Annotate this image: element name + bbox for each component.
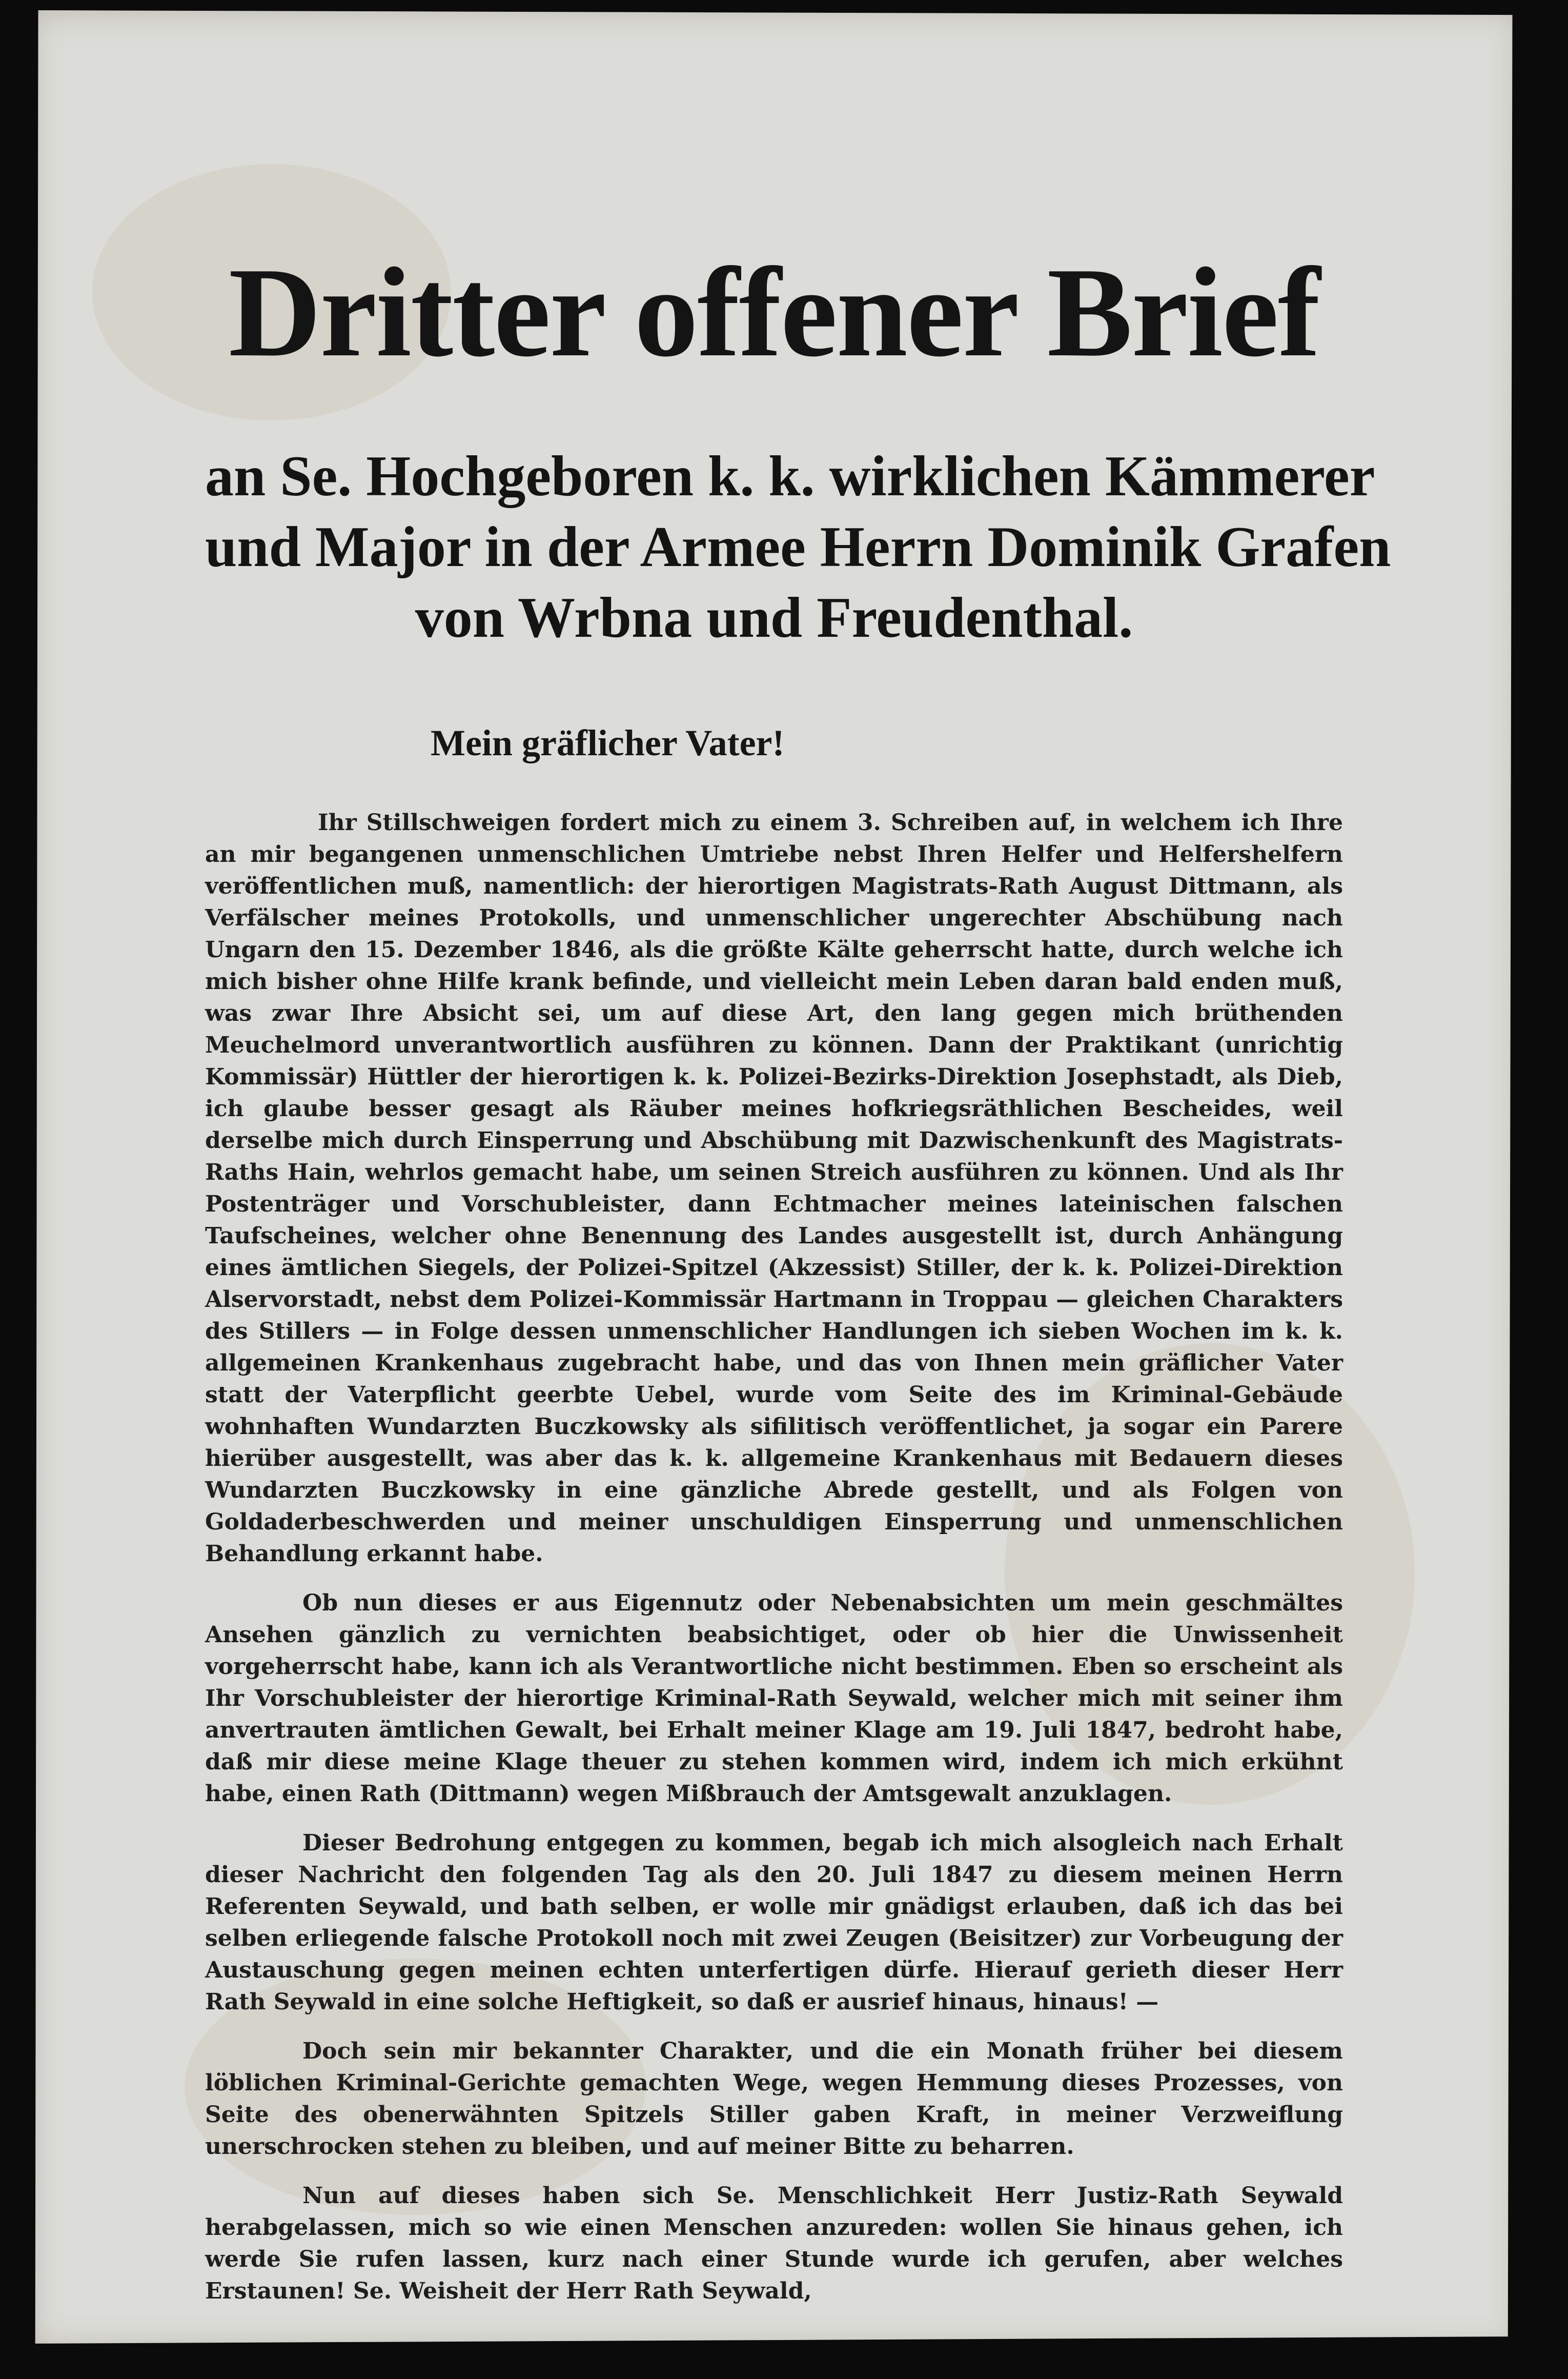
letter-content: [205, 241, 1391, 2325]
body-paragraph: Nun auf dieses haben sich Se. Menschlichkeit Herr Justiz-Rath Seywald herabgelassen, mich so wie einen Menschen anzureden: wollen Sie hinaus gehen, ich werde Sie rufen lassen, kurz nach einer Stunde wurde ich gerufen, aber welches Erstaunen! Se. Weisheit der Herr Rath Seywald,: [205, 2183, 1343, 2304]
subtitle-line: von Wrbna und Freudenthal.: [415, 586, 1133, 650]
subtitle-line: an Se. Hochgeboren k. k. wirklichen Kämmerer: [205, 445, 1375, 508]
salutation: Mein gräflicher Vater!: [431, 722, 785, 763]
body-paragraph: Ob nun dieses er aus Eigennutz oder Nebenabsichten um mein geschmältes Ansehen gänzlich zu vernichten beabsichtiget, oder ob hier die Unwissenheit vorgeherrscht habe, kann ich als Verantwortliche nicht bestimmen. Eben so erscheint als Ihr Vorschubleister der hierortige Kriminal-Rath Seywald, welcher mich mit seiner ihm anvertrauten ämtlichen Gewalt, bei Erhalt meiner Klage am 19. Juli 1847, bedroht habe, daß mir diese meine Klage theuer zu stehen kommen wird, indem ich mich erkühnt habe, einen Rath (Dittmann) wegen Mißbrauch der Amtsgewalt anzuklagen.: [205, 1590, 1343, 1807]
document-subtitle: [205, 441, 1391, 653]
body-paragraph: Doch sein mir bekannter Charakter, und die ein Monath früher bei diesem löblichen Kriminal-Gerichte gemachten Wege, wegen Hemmung dieses Prozesses, von Seite des obenerwähnten Spitzels Stiller gaben Kraft, in meiner Verzweiflung unerschrocken stehen zu bleiben, und auf meiner Bitte zu beharren.: [205, 2038, 1343, 2160]
body-paragraph: Dieser Bedrohung entgegen zu kommen, begab ich mich alsogleich nach Erhalt dieser Nachricht den folgenden Tag als den 20. Juli 1847 zu diesem meinen Herrn Referenten Seywald, und bath selben, er wolle mir gnädigst erlauben, daß ich das bei selben erliegende falsche Protokoll noch mit zwei Zeugen (Beisitzer) zur Vorbeugung der Austauschung gegen meinen echten unterfertigen dürfe. Hierauf gerieth dieser Herr Rath Seywald in eine solche Heftigkeit, so daß er ausrief hinaus, hinaus! —: [205, 1830, 1343, 2015]
subtitle-line: und Major in der Armee Herrn Dominik Grafen: [205, 515, 1391, 579]
document-title: Dritter offener Brief: [228, 241, 1320, 384]
body-paragraph: Ihr Stillschweigen fordert mich zu einem 3. Schreiben auf, in welchem ich Ihre an mir begangenen unmenschlichen Umtriebe nebst Ihren Helfer und Helfershelfern veröffentlichen muß, namentlich: der hierortigen Magistrats-Rath August Dittmann, als Verfälscher meines Protokolls, und unmenschlicher ungerechter Abschübung nach Ungarn den 15. Dezember 1846, als die größte Kälte geherrscht hatte, durch welche ich mich bisher ohne Hilfe krank befinde, und vielleicht mein Leben daran bald enden muß, was zwar Ihre Absicht sei, um auf diese Art, den lang gegen mich brüthenden Meuchelmord unverantwortlich ausführen zu können. Dann der Praktikant (unrichtig Kommissär) Hüttler der hierortigen k. k. Polizei-Bezirks-Direktion Josephstadt, als Dieb, ich glaube besser gesagt als Räuber meines hofkriegsräthlichen Bescheides, weil derselbe mich durch Einsperrung und Abschübung mit Dazwischenkunft des Magistrats-Raths Hain, wehrlos gemacht habe, um seinen Streich ausführen zu können. Und als Ihr Postenträger und Vorschubleister, dann Echtmacher meines lateinischen falschen Taufscheines, welcher ohne Benennung des Landes ausgestellt ist, durch Anhängung eines ämtlichen Siegels, der Polizei-Spitzel (Akzessist) Stiller, der k. k. Polizei-Direktion Alservorstadt, nebst dem Polizei-Kommissär Hartmann in Troppau — gleichen Charakters des Stillers — in Folge dessen unmenschlicher Handlungen ich sieben Wochen im k. k. allgemeinen Krankenhaus zugebracht habe, und das von Ihnen mein gräflicher Vater statt der Vaterpflicht geerbte Uebel, wurde vom Seite des im Kriminal-Gebäude wohnhaften Wundarzten Buczkowsky als sifilitisch veröffentlichet, ja sogar ein Parere hierüber ausgestellt, was aber das k. k. allgemeine Krankenhaus mit Bedauern dieses Wundarzten Buczkowsky in eine gänzliche Abrede gestellt, und als Folgen von Goldaderbeschwerden und meiner unschuldigen Einsperrung und unmenschlichen Behandlung erkannt habe.: [205, 810, 1343, 1567]
